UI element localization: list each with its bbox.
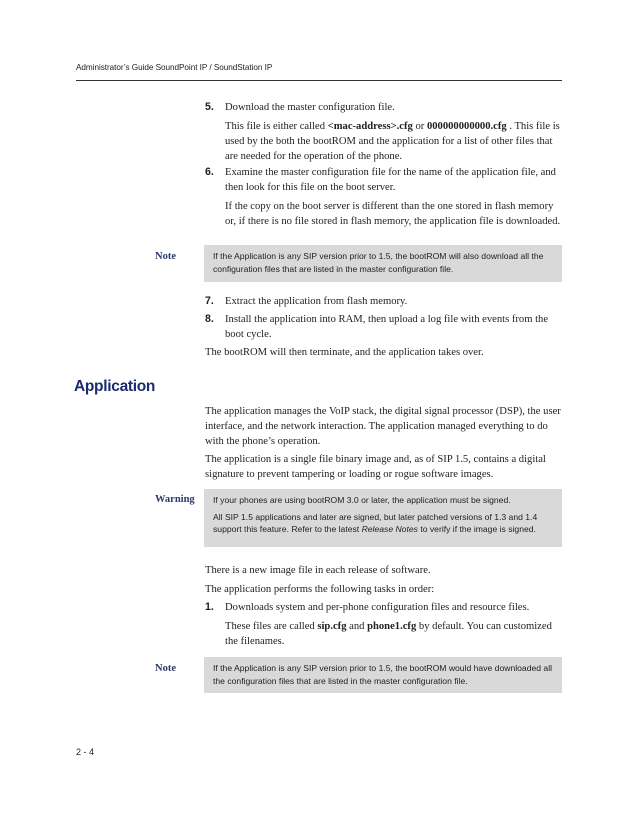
step-7-text: Extract the application from flash memory. bbox=[225, 296, 408, 307]
step-6-detail: If the copy on the boot server is different than the one stored in flash memory or, if there is no file stored in flash memory, the application file is downloaded. bbox=[225, 201, 561, 227]
bootrom-terminate-text: The bootROM will then terminate, and the application takes over. bbox=[205, 347, 484, 358]
warning-line-2-post: to verify if the image is signed. bbox=[417, 524, 536, 534]
task-1-detail-post: by default. You can customized the filenames. bbox=[225, 621, 552, 647]
note-text: If the Application is any SIP version prior to 1.5, the bootROM will also download all the configuration files that are listed in the master configuration file. bbox=[213, 251, 544, 274]
zero-cfg-filename: 000000000000.cfg bbox=[426, 121, 507, 132]
warning-box bbox=[204, 489, 562, 547]
section-title: Application bbox=[74, 378, 156, 395]
step-5-detail-mid: or bbox=[412, 121, 427, 132]
phone1-cfg-filename: phone1.cfg bbox=[367, 621, 417, 632]
page-number: 2 - 4 bbox=[76, 747, 95, 757]
header-rule bbox=[76, 80, 562, 81]
sip-cfg-filename: sip.cfg bbox=[317, 621, 347, 632]
step-8-number: 8. bbox=[205, 313, 214, 325]
step-8-text: Install the application into RAM, then upload a log file with events from the boot cycle. bbox=[225, 314, 549, 340]
step-5-detail bbox=[225, 119, 565, 164]
task-1-number: 1. bbox=[205, 601, 214, 613]
task-1-detail-pre: These files are called bbox=[225, 621, 318, 632]
step-6-text: Examine the master configuration file for the name of the application file, and then look for this file on the boot server. bbox=[225, 167, 556, 193]
running-header: Administrator’s Guide SoundPoint IP / SoundStation IP bbox=[76, 63, 273, 72]
task-1-detail bbox=[225, 619, 565, 649]
app-paragraph-2: The application is a single file binary image and, as of SIP 1.5, contains a digital signature to prevent tampering or loading or rogue software images. bbox=[205, 454, 546, 480]
step-5-detail-post: . This file is used by the both the bootROM and the application for a list of other files that are needed for the operation of the phone. bbox=[225, 121, 560, 162]
app-paragraph-1: The application manages the VoIP stack, the digital signal processor (DSP), the user interface, and the network interaction. The application managed everything to do with the phone’s operation. bbox=[205, 406, 561, 447]
task-1-text: Downloads system and per-phone configuration files and resource files. bbox=[225, 602, 530, 613]
warning-line-2 bbox=[213, 511, 554, 536]
release-notes-ref: Release Notes bbox=[361, 524, 418, 534]
note-2-text: If the Application is any SIP version prior to 1.5, the bootROM would have downloaded all the configuration files that are listed in the master configuration file. bbox=[213, 663, 553, 686]
note-label: Note bbox=[155, 251, 176, 262]
mac-cfg-filename: <mac-address>.cfg bbox=[327, 121, 413, 132]
step-7-number: 7. bbox=[205, 295, 214, 307]
warning-line-1: If your phones are using bootROM 3.0 or later, the application must be signed. bbox=[213, 495, 511, 505]
step-6-number: 6. bbox=[205, 166, 214, 178]
step-5-detail-pre: This file is either called bbox=[225, 121, 328, 132]
warning-line-2-pre: All SIP 1.5 applications and later are signed, but later patched versions of 1.3 and 1.4 support this feature. Refer to the latest bbox=[213, 511, 538, 534]
note-2-label: Note bbox=[155, 663, 176, 674]
note-box bbox=[204, 245, 562, 282]
app-paragraph-4: The application performs the following tasks in order: bbox=[205, 584, 435, 595]
warning-label: Warning bbox=[155, 494, 195, 505]
app-paragraph-3: There is a new image file in each release of software. bbox=[205, 565, 431, 576]
step-5-text: Download the master configuration file. bbox=[225, 102, 395, 113]
note-2-box bbox=[204, 657, 562, 693]
step-5-number: 5. bbox=[205, 101, 214, 113]
task-1-detail-mid: and bbox=[346, 621, 368, 632]
